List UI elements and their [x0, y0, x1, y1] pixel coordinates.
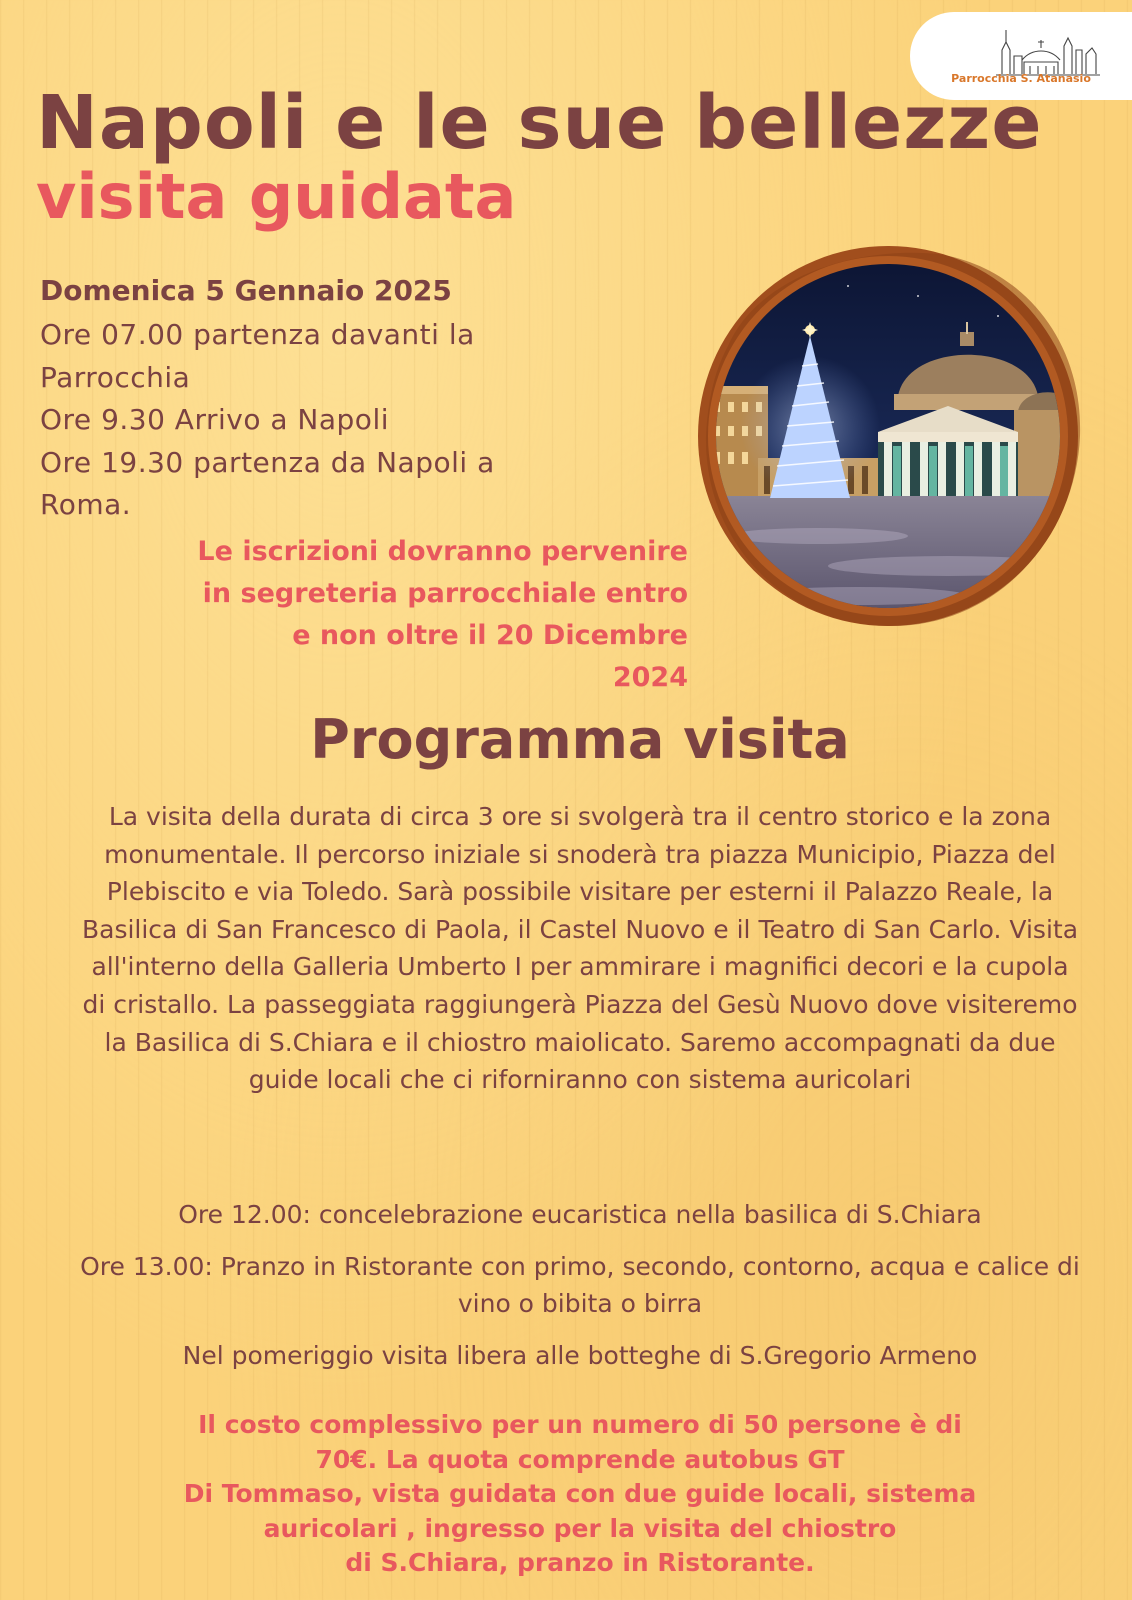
deadline-line: in segreteria parrocchiale entro: [202, 578, 688, 609]
schedule-line: Ore 07.00 partenza davanti la: [40, 318, 475, 351]
page-title: Napoli e le sue bellezze: [36, 80, 1043, 166]
cost-line: Di Tommaso, vista guidata con due guide locali, sistema: [183, 1479, 977, 1508]
registration-deadline: [110, 531, 688, 699]
lunch-time: Ore 13.00: Pranzo in Ristorante con primo, secondo, contorno, acqua e calice di vino o bibita o birra: [80, 1251, 1080, 1319]
logo-text: Parrocchia S. Atanasio: [951, 72, 1091, 85]
cost-info: [80, 1408, 1080, 1581]
schedule-line: Roma.: [40, 488, 132, 521]
cost-line: Il costo complessivo per un numero di 50 persone è di: [198, 1410, 962, 1439]
church-sketch-icon: [992, 20, 1102, 78]
page-subtitle: visita guidata: [36, 160, 517, 233]
program-title: Programma visita: [310, 708, 850, 771]
schedule-line: Ore 19.30 partenza da Napoli a: [40, 445, 495, 479]
cost-line: 70€. La quota comprende autobus GT: [315, 1444, 845, 1474]
program-times: [80, 1196, 1080, 1374]
schedule-line: Ore 9.30 Arrivo a Napoli: [40, 403, 389, 436]
piazza-photo: [698, 236, 1098, 646]
cost-line: di S.Chiara, pranzo in Ristorante.: [345, 1548, 815, 1577]
piazza-del-plebiscito-image: [698, 236, 1098, 646]
schedule-line: Parrocchia: [40, 360, 191, 394]
afternoon-note: Nel pomeriggio visita libera alle botteghe di S.Gregorio Armeno: [182, 1340, 978, 1370]
program-description: La visita della durata di circa 3 ore si svolgerà tra il centro storico e la zona monumentale. Il percorso iniziale si snoderà tra piazza Municipio, Piazza del Plebiscito e via Toledo. Sarà possibile visitare per esterni il Palazzo Reale, la Basilica di San Francesco di Paola, il Castel Nuovo e il Teatro di San Carlo. Visita all'interno della Galleria Umberto I per ammirare i magnifici decori e la cupola di cristallo. La passeggiata raggiungerà Piazza del Gesù Nuovo dove visiteremo la Basilica di S.Chiara e il chiostro maiolicato. Saremo accompagnati da due guide locali che ci riforniranno con sistema auricolari: [81, 802, 1079, 1095]
deadline-line: Le iscrizioni dovranno pervenire: [197, 536, 688, 567]
mass-time: Ore 12.00: concelebrazione eucaristica nella basilica di S.Chiara: [178, 1200, 982, 1229]
cost-line: auricolari , ingresso per la visita del chiostro: [263, 1513, 897, 1543]
schedule: [40, 314, 580, 527]
event-date: Domenica 5 Gennaio 2025: [40, 274, 452, 307]
deadline-line: 2024: [612, 662, 688, 693]
deadline-line: e non oltre il 20 Dicembre: [292, 620, 688, 651]
